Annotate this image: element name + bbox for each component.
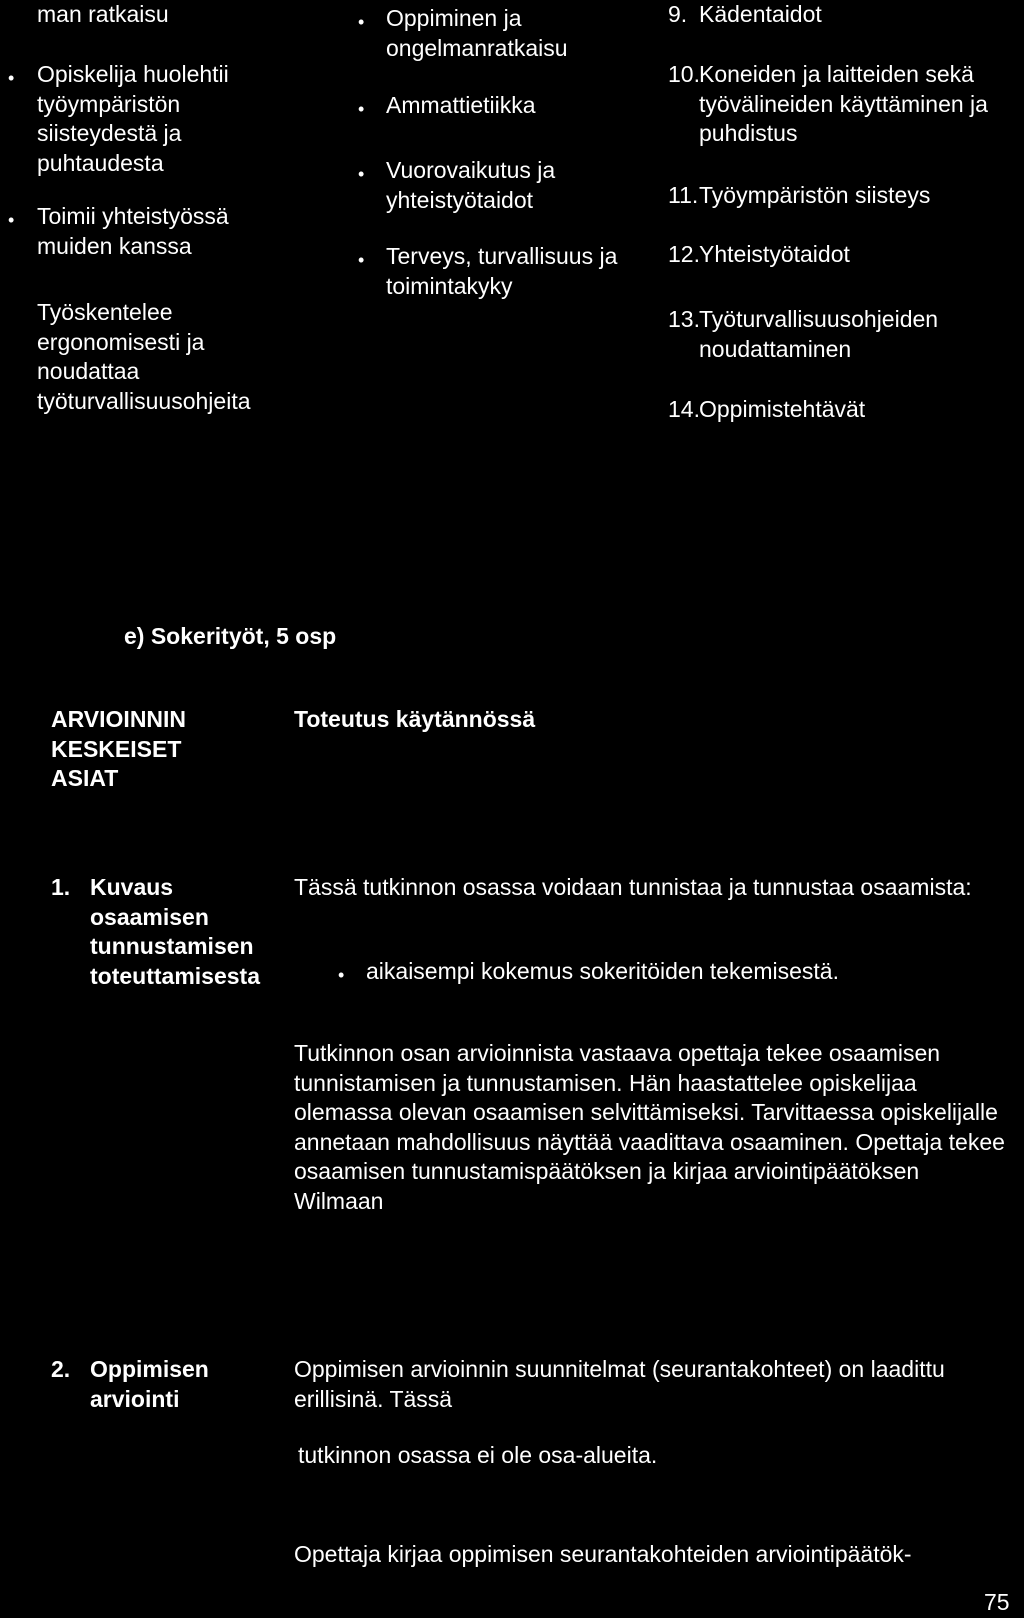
- right-item-10: Koneiden ja laitteiden sekä työvälineiden käyttäminen ja puhdistus: [699, 61, 988, 146]
- list-number: 13.: [668, 306, 700, 332]
- list-number: 11.: [668, 182, 699, 208]
- bullet-icon: •: [8, 68, 15, 88]
- row2-label: Oppimisen arviointi: [90, 1356, 209, 1412]
- left-top-line: man ratkaisu: [37, 1, 169, 27]
- list-number: 12.: [668, 241, 700, 267]
- row2-line3: Opettaja kirjaa oppimisen seurantakohteiden arviointipäätök-: [294, 1541, 912, 1567]
- page-number: 75: [984, 1589, 1010, 1615]
- row-number: 2.: [51, 1356, 71, 1382]
- right-item-12: Yhteistyötaidot: [699, 241, 850, 267]
- middle-item-1: Oppiminen ja ongelmanratkaisu: [386, 5, 568, 61]
- row1-bullet: aikaisempi kokemus sokeritöiden tekemisestä.: [366, 958, 839, 984]
- row1-label: Kuvaus osaamisen tunnustamisen toteuttamisesta: [90, 874, 260, 989]
- section-title: e) Sokerityöt, 5 osp: [124, 623, 337, 649]
- bullet-icon: •: [358, 250, 365, 270]
- row-number: 1.: [51, 874, 71, 900]
- right-item-13: Työturvallisuusohjeiden noudattaminen: [699, 306, 939, 362]
- middle-item-3: Vuorovaikutus ja yhteistyötaidot: [386, 157, 556, 213]
- right-item-11: Työympäristön siisteys: [699, 182, 931, 208]
- left-item-3: Työskentelee ergonomisesti ja noudattaa työturvallisuusohjeita: [37, 299, 251, 414]
- right-item-14: Oppimistehtävät: [699, 396, 866, 422]
- bullet-icon: •: [358, 12, 365, 32]
- bullet-icon: •: [8, 210, 15, 230]
- row1-intro: Tässä tutkinnon osassa voidaan tunnistaa ja tunnustaa osaamista:: [294, 874, 972, 900]
- bullet-icon: •: [338, 965, 345, 985]
- left-item-1: Opiskelija huolehtii työympäristön siisteydestä ja puhtaudesta: [37, 61, 229, 176]
- row2-line1: Oppimisen arvioinnin suunnitelmat (seurantakohteet) on laadittu erillisinä. Tässä: [294, 1356, 945, 1412]
- bullet-icon: •: [358, 99, 365, 119]
- left-item-2: Toimii yhteistyössä muiden kanssa: [37, 203, 229, 259]
- row2-line2: tutkinnon osassa ei ole osa-alueita.: [298, 1442, 658, 1468]
- table-header-left: ARVIOINNIN KESKEISET ASIAT: [51, 706, 187, 791]
- middle-item-2: Ammattietiikka: [386, 92, 536, 118]
- right-item-9: Kädentaidot: [699, 1, 822, 27]
- table-header-right: Toteutus käytännössä: [294, 706, 536, 732]
- list-number: 14.: [668, 396, 700, 422]
- list-number: 9.: [668, 1, 688, 27]
- row1-paragraph: Tutkinnon osan arvioinnista vastaava opettaja tekee osaamisen tunnistamisen ja tunnustamisen. Hän haastattelee opiskelijaa olemassa olevan osaamisen selvittämiseksi. Tarvittaessa opiskelijalle annetaan mahdollisuus näyttää vaadittava osaaminen. Opettaja tekee osaamisen tunnustamispäätöksen ja kirjaa arviointipäätöksen Wilmaan: [294, 1040, 1005, 1214]
- bullet-icon: •: [358, 164, 365, 184]
- list-number: 10.: [668, 61, 700, 87]
- middle-item-4: Terveys, turvallisuus ja toimintakyky: [386, 243, 618, 299]
